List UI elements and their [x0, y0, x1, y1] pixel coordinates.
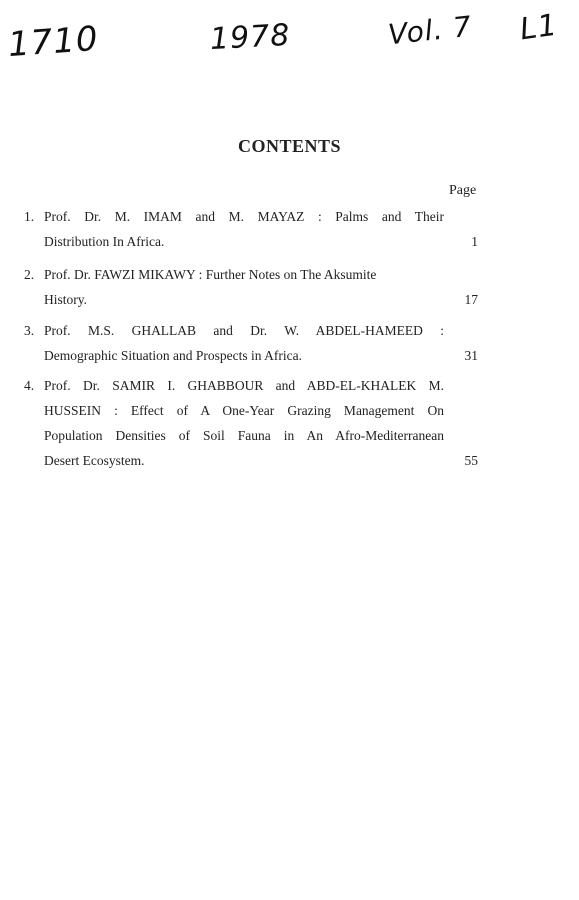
entry-text-line: Population Densities of Soil Fauna in An Afro-Mediterranean — [44, 428, 444, 443]
handwritten-note-year: 1978 — [209, 17, 292, 58]
toc-entry — [24, 262, 478, 314]
handwritten-note-number: 1710 — [6, 18, 100, 66]
entry-number: 2. — [24, 267, 35, 282]
entry-text-line: Prof. M.S. GHALLAB and Dr. W. ABDEL-HAMEED : — [44, 323, 444, 338]
entry-number: 4. — [24, 378, 35, 393]
entry-text-line: History. — [44, 292, 87, 307]
entry-number: 3. — [24, 323, 35, 338]
handwritten-note-code: L1 — [517, 7, 561, 48]
entry-page-number: 1 — [471, 234, 478, 249]
page-title: CONTENTS — [237, 136, 342, 156]
entry-page-number: 17 — [464, 292, 478, 307]
entry-text-line: Prof. Dr. FAWZI MIKAWY : Further Notes on The Aksumite — [44, 267, 377, 282]
entry-text-line: Prof. Dr. M. IMAM and M. MAYAZ : Palms and Their — [44, 209, 444, 224]
entry-text-line: Desert Ecosystem. — [44, 453, 145, 468]
entry-page-number: 55 — [464, 453, 478, 468]
entry-text-line: HUSSEIN : Effect of A One-Year Grazing Management On — [44, 403, 444, 418]
entry-text-line: Demographic Situation and Prospects in Africa. — [44, 348, 302, 363]
toc-entry — [24, 373, 478, 477]
page-column-header: Page — [449, 183, 477, 198]
entry-text-line: Distribution In Africa. — [44, 234, 165, 249]
toc-entry — [24, 204, 478, 256]
handwritten-note-volume: Vol. 7 — [386, 9, 474, 52]
toc-entry — [24, 318, 478, 370]
entry-text-line: Prof. Dr. SAMIR I. GHABBOUR and ABD-EL-KHALEK M. — [44, 378, 444, 393]
entry-number: 1. — [24, 209, 35, 224]
entry-page-number: 31 — [464, 348, 478, 363]
